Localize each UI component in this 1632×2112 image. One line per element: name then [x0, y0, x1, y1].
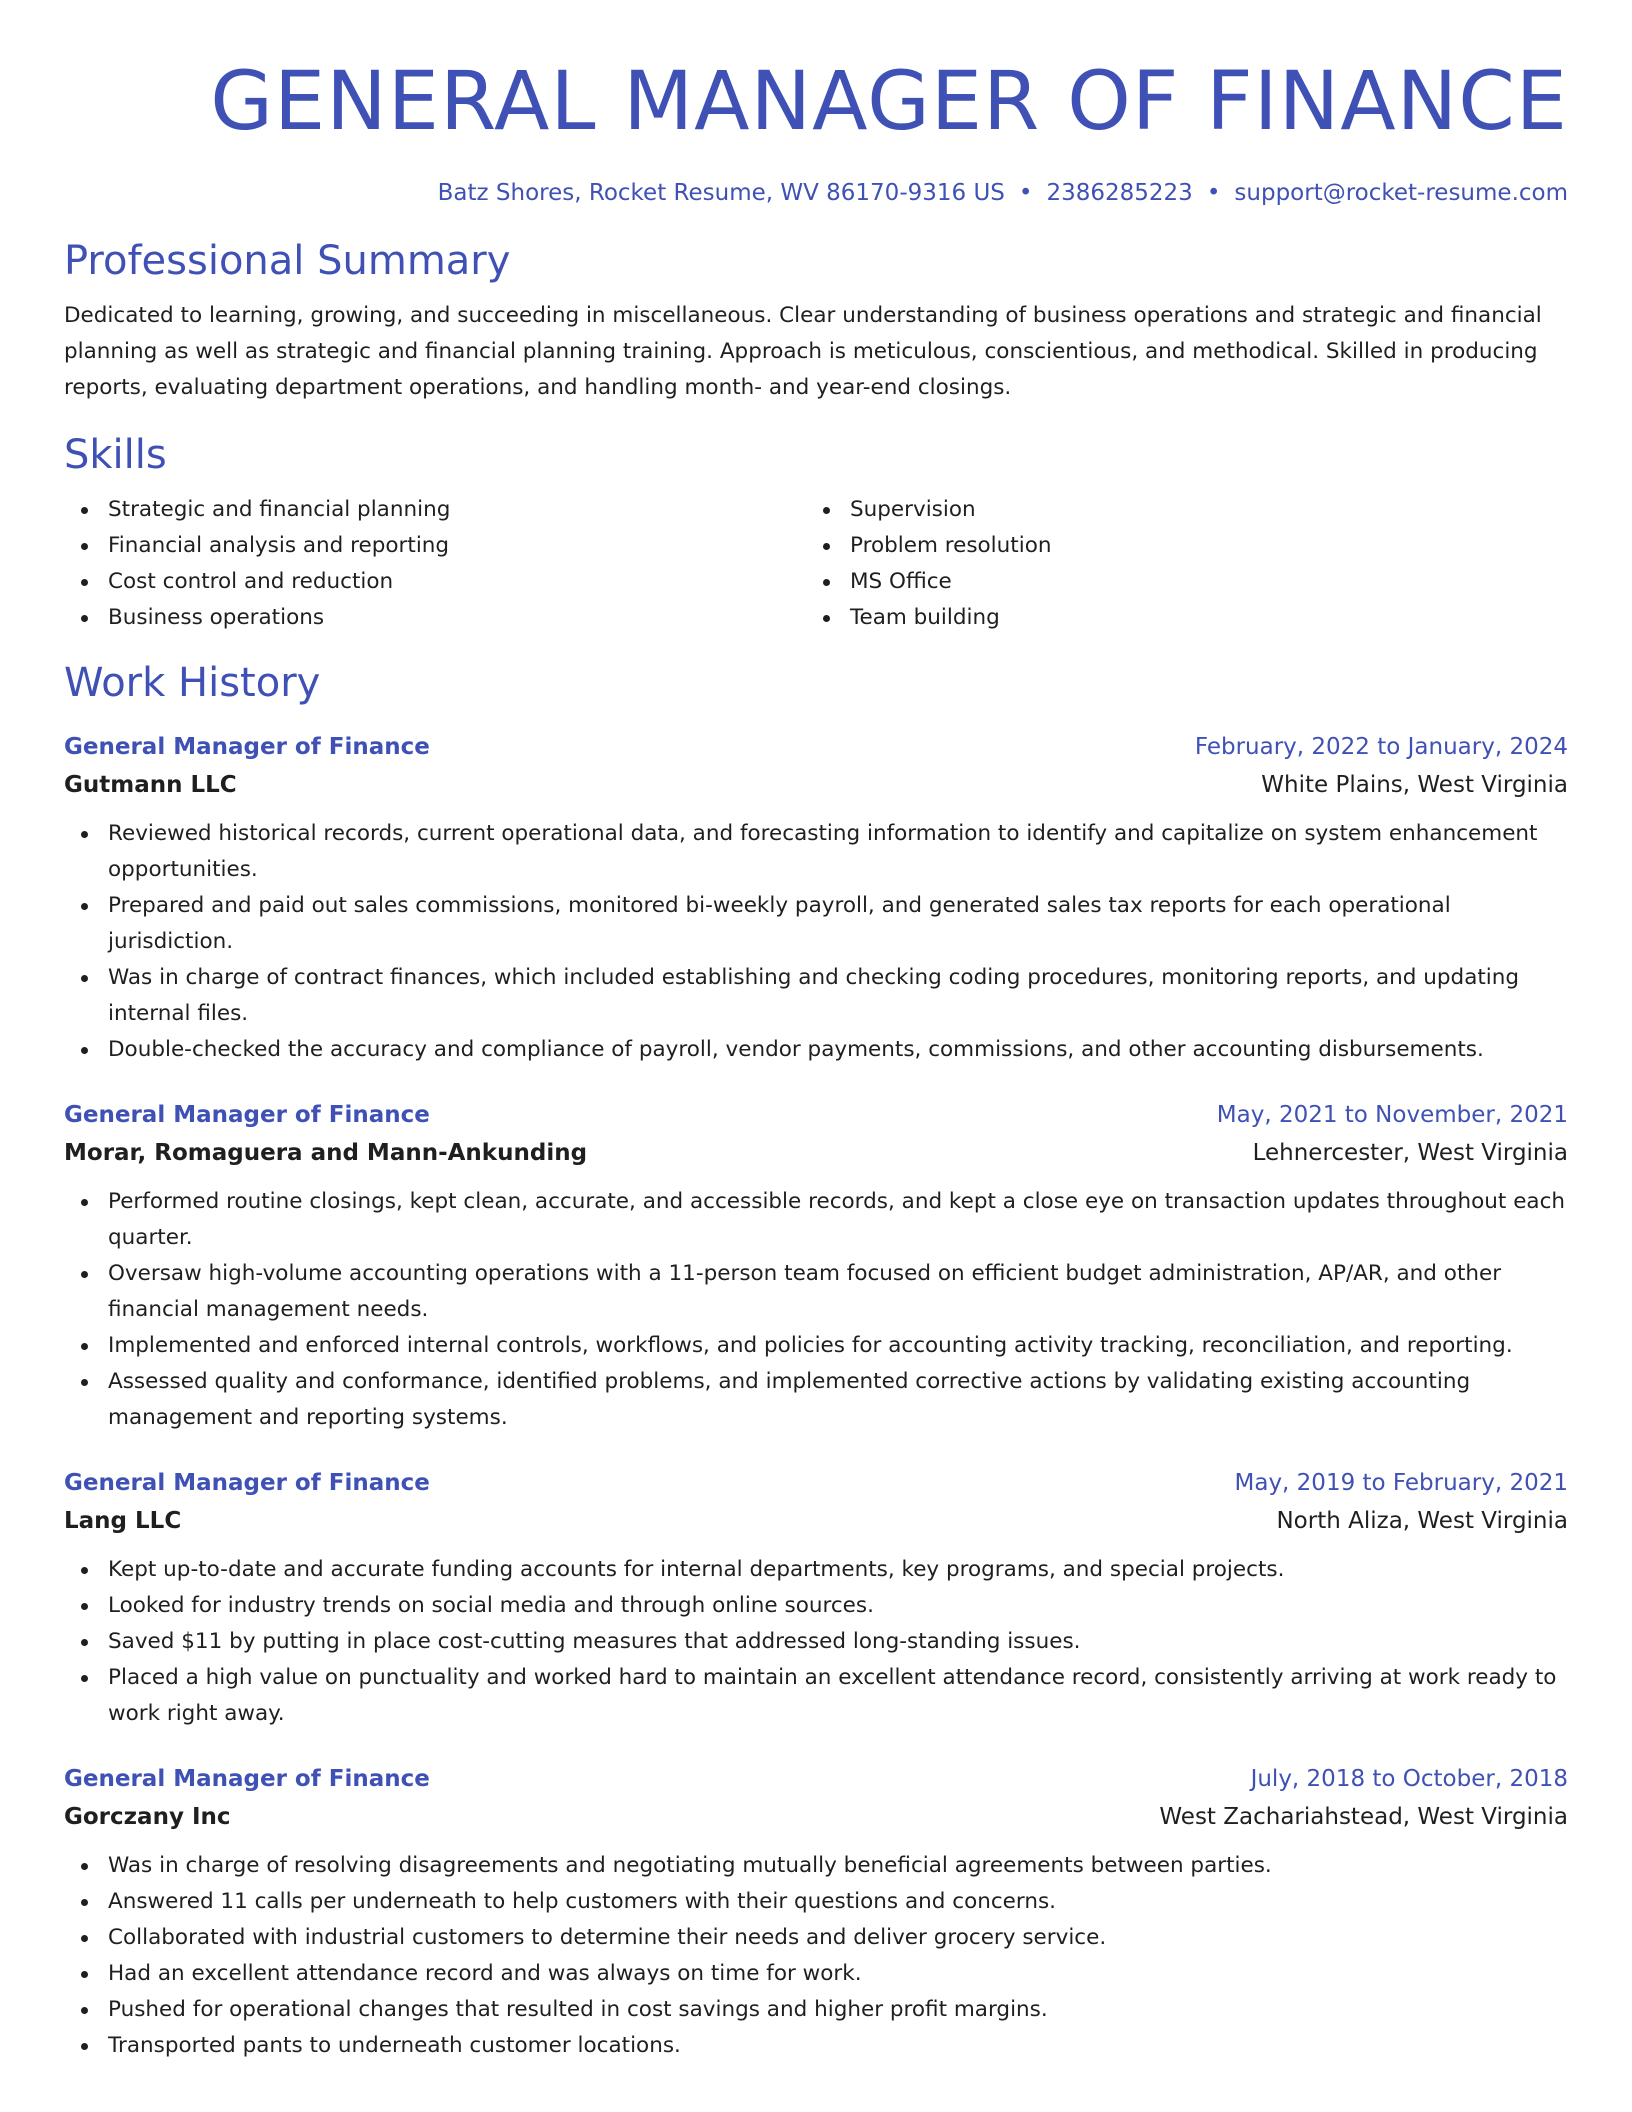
contact-email: support@rocket-resume.com	[1234, 180, 1568, 206]
work-history-heading: Work History	[64, 660, 321, 706]
job-header	[64, 1464, 1568, 1502]
skill-item: Strategic and financial planning	[64, 492, 806, 528]
job-bullet: Prepared and paid out sales commissions, monitored bi-weekly payroll, and generated sales tax reports for each operational jurisdiction.	[64, 888, 1568, 960]
resume-page	[64, 0, 1568, 2064]
job-bullet: Placed a high value on punctuality and worked hard to maintain an excellent attendance record, consistently arriving at work ready to work right away.	[64, 1660, 1568, 1732]
contact-separator: •	[1206, 180, 1221, 206]
job-title: General Manager of Finance	[64, 734, 430, 760]
skills-list	[64, 492, 1568, 636]
job-entry	[64, 1096, 1568, 1436]
summary-text: Dedicated to learning, growing, and succeeding in miscellaneous. Clear understanding of business operations and strategic and financial planning as well as strategic and financial planning training. Approach is meticulous, conscientious, and methodical. Skilled in producing reports, evaluating department operations, and handling month- and year-end closings.	[64, 303, 1542, 400]
job-bullets	[64, 1552, 1568, 1732]
job-bullet: Performed routine closings, kept clean, accurate, and accessible records, and kept a close eye on transaction updates throughout each quarter.	[64, 1184, 1568, 1256]
job-header	[64, 1096, 1568, 1134]
job-bullet: Had an excellent attendance record and was always on time for work.	[64, 1956, 1568, 1992]
job-subheader	[64, 1798, 1568, 1836]
job-company: Morar, Romaguera and Mann-Ankunding	[64, 1140, 588, 1166]
job-bullet: Double-checked the accuracy and compliance of payroll, vendor payments, commissions, and other accounting disbursements.	[64, 1032, 1568, 1068]
job-subheader	[64, 1502, 1568, 1540]
job-bullet: Assessed quality and conformance, identified problems, and implemented corrective actions by validating existing accounting management and reporting systems.	[64, 1364, 1568, 1436]
job-location: Lehnercester, West Virginia	[1252, 1140, 1568, 1166]
job-header	[64, 1760, 1568, 1798]
job-bullet: Oversaw high-volume accounting operations with a 11-person team focused on efficient budget administration, AP/AR, and other financial management needs.	[64, 1256, 1568, 1328]
job-bullet: Was in charge of resolving disagreements and negotiating mutually beneficial agreements between parties.	[64, 1848, 1568, 1884]
job-bullet: Transported pants to underneath customer locations.	[64, 2028, 1568, 2064]
job-bullet: Collaborated with industrial customers to determine their needs and deliver grocery service.	[64, 1920, 1568, 1956]
job-bullets	[64, 816, 1568, 1068]
job-entry	[64, 728, 1568, 1068]
job-bullet: Reviewed historical records, current operational data, and forecasting information to identify and capitalize on system enhancement opportunities.	[64, 816, 1568, 888]
resume-name: GENERAL MANAGER OF FINANCE	[210, 55, 1568, 149]
job-bullet: Answered 11 calls per underneath to help customers with their questions and concerns.	[64, 1884, 1568, 1920]
skills-heading: Skills	[64, 432, 167, 478]
job-bullet: Looked for industry trends on social media and through online sources.	[64, 1588, 1568, 1624]
job-company: Lang LLC	[64, 1508, 182, 1534]
job-subheader	[64, 766, 1568, 804]
contact-address: Batz Shores, Rocket Resume, WV 86170-9316 US	[437, 180, 1005, 206]
job-bullet: Pushed for operational changes that resulted in cost savings and higher profit margins.	[64, 1992, 1568, 2028]
skill-item: Problem resolution	[806, 528, 1548, 564]
contact-line	[64, 180, 1568, 206]
job-dates: February, 2022 to January, 2024	[1194, 734, 1568, 760]
job-title: General Manager of Finance	[64, 1470, 430, 1496]
contact-separator: •	[1018, 180, 1033, 206]
job-dates: July, 2018 to October, 2018	[1250, 1766, 1568, 1792]
job-bullet: Saved $11 by putting in place cost-cutting measures that addressed long-standing issues.	[64, 1624, 1568, 1660]
job-entry	[64, 1464, 1568, 1732]
job-location: North Aliza, West Virginia	[1276, 1508, 1568, 1534]
contact-phone: 2386285223	[1046, 180, 1193, 206]
skill-item: Financial analysis and reporting	[64, 528, 806, 564]
skill-item: MS Office	[806, 564, 1548, 600]
job-bullets	[64, 1184, 1568, 1436]
job-dates: May, 2019 to February, 2021	[1234, 1470, 1568, 1496]
summary-heading: Professional Summary	[64, 238, 511, 284]
job-bullet: Implemented and enforced internal controls, workflows, and policies for accounting activity tracking, reconciliation, and reporting.	[64, 1328, 1568, 1364]
job-dates: May, 2021 to November, 2021	[1216, 1102, 1568, 1128]
job-company: Gorczany Inc	[64, 1804, 231, 1830]
skill-item: Business operations	[64, 600, 806, 636]
skills-column-left	[64, 492, 806, 636]
job-entry	[64, 1760, 1568, 2064]
job-bullets	[64, 1848, 1568, 2064]
job-company: Gutmann LLC	[64, 772, 237, 798]
job-bullet: Kept up-to-date and accurate funding accounts for internal departments, key programs, and special projects.	[64, 1552, 1568, 1588]
job-location: White Plains, West Virginia	[1261, 772, 1568, 798]
skills-column-right	[806, 492, 1548, 636]
job-location: West Zachariahstead, West Virginia	[1159, 1804, 1568, 1830]
job-subheader	[64, 1134, 1568, 1172]
skill-item: Team building	[806, 600, 1548, 636]
job-title: General Manager of Finance	[64, 1102, 430, 1128]
skill-item: Supervision	[806, 492, 1548, 528]
skill-item: Cost control and reduction	[64, 564, 806, 600]
job-header	[64, 728, 1568, 766]
job-bullet: Was in charge of contract finances, which included establishing and checking coding procedures, monitoring reports, and updating internal files.	[64, 960, 1568, 1032]
job-title: General Manager of Finance	[64, 1766, 430, 1792]
